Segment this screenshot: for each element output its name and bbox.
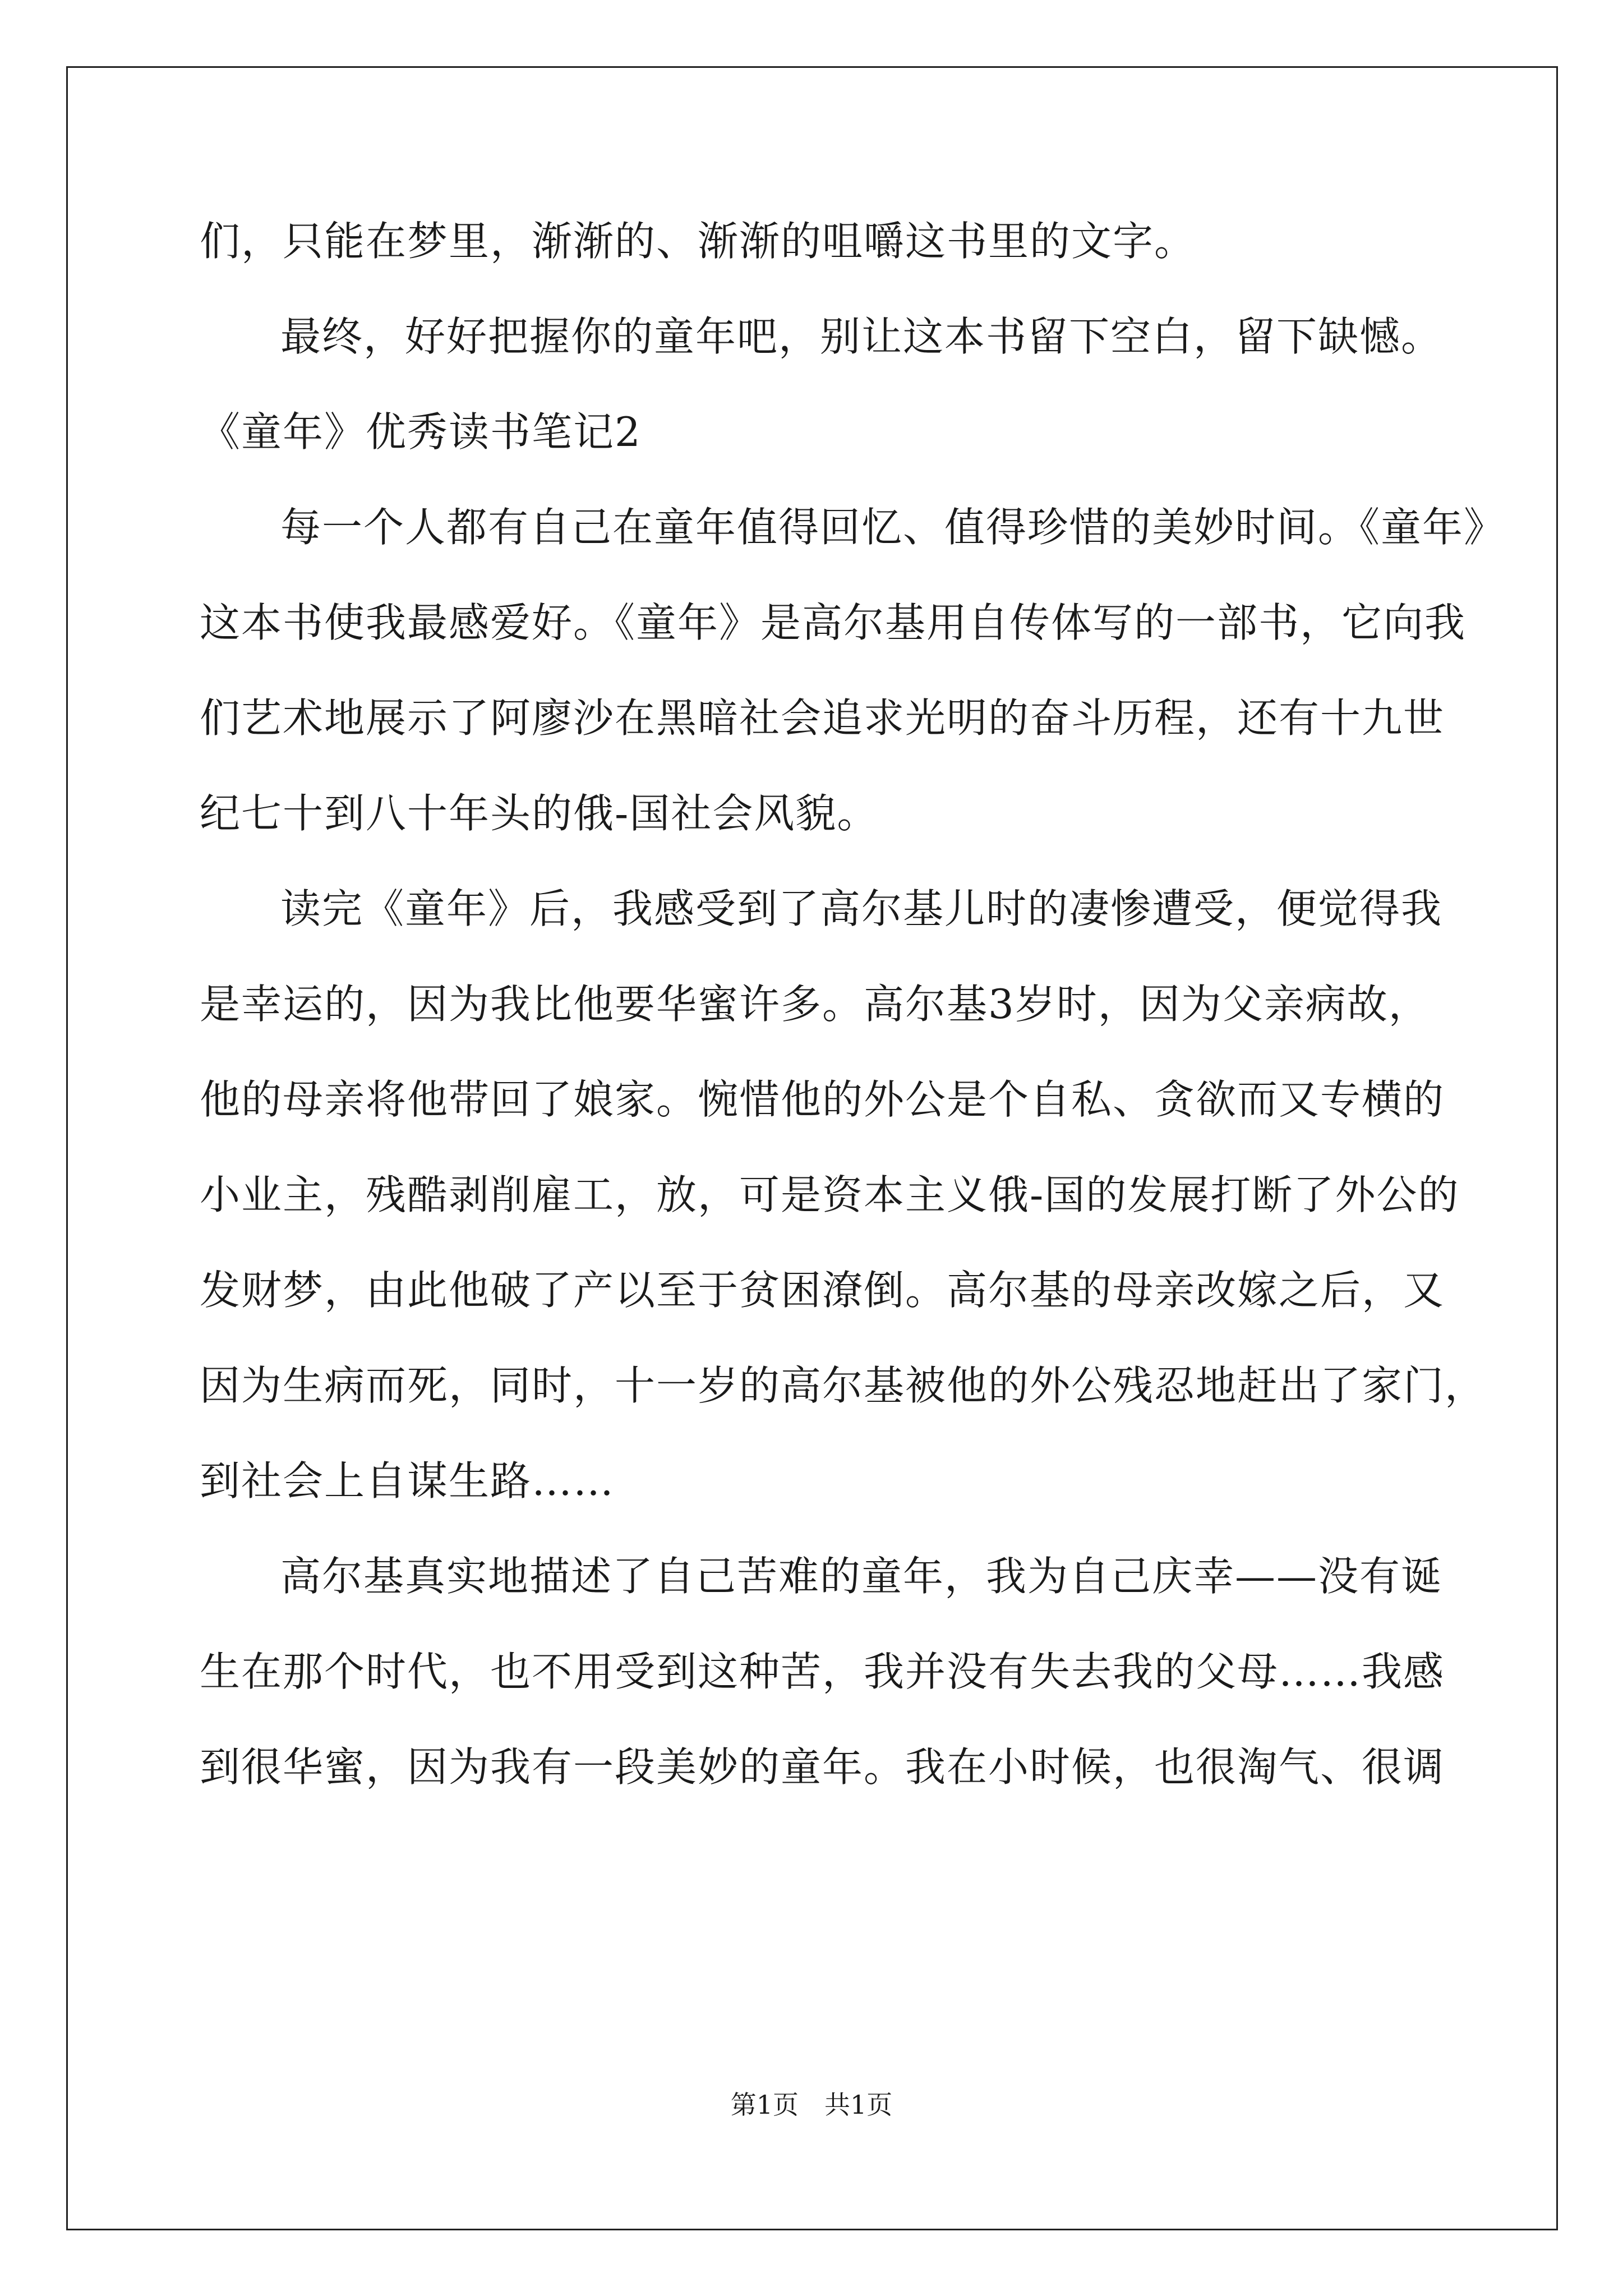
text-line: 到很华蜜，因为我有一段美妙的童年。我在小时候，也很淘气、很调	[200, 1743, 1445, 1791]
text-line: 最终，好好把握你的童年吧，别让这本书留下空白，留下缺憾。	[280, 313, 1443, 360]
section-heading: 《童年》优秀读书笔记2	[200, 408, 642, 455]
text-line: 读完《童年》后，我感受到了高尔基儿时的凄惨遭受，便觉得我	[280, 885, 1443, 932]
text-line: 生在那个时代，也不用受到这种苦，我并没有失去我的父母……我感	[200, 1648, 1445, 1695]
text-line: 他的母亲将他带回了娘家。惋惜他的外公是个自私、贪欲而又专横的	[200, 1076, 1445, 1123]
text-line: 们，只能在梦里，渐渐的、渐渐的咀嚼这书里的文字。	[200, 218, 1196, 265]
text-line: 这本书使我最感爱好。《童年》是高尔基用自传体写的一部书，它向我	[200, 599, 1467, 646]
text-line: 每一个人都有自己在童年值得回忆、值得珍惜的美妙时间。《童年》	[280, 504, 1506, 551]
text-line: 到社会上自谋生路……	[200, 1457, 615, 1504]
page-border	[66, 66, 1558, 2230]
text-line: 们艺术地展示了阿廖沙在黑暗社会追求光明的奋斗历程，还有十九世	[200, 694, 1445, 742]
text-line: 小业主，残酷剥削雇工，放，可是资本主义俄-国的发展打断了外公的	[200, 1171, 1460, 1218]
text-line: 是幸运的，因为我比他要华蜜许多。高尔基3岁时，因为父亲病故，	[200, 981, 1430, 1028]
page-number: 第1页 共1页	[730, 2090, 893, 2120]
text-line: 发财梦，由此他破了产以至于贫困潦倒。高尔基的母亲改嫁之后，又	[200, 1267, 1445, 1314]
text-line: 因为生病而死，同时，十一岁的高尔基被他的外公残忍地赶出了家门，	[200, 1362, 1487, 1409]
text-line: 纪七十到八十年头的俄-国社会风貌。	[200, 790, 879, 837]
text-line: 高尔基真实地描述了自己苦难的童年，我为自己庆幸——没有诞	[280, 1553, 1443, 1600]
